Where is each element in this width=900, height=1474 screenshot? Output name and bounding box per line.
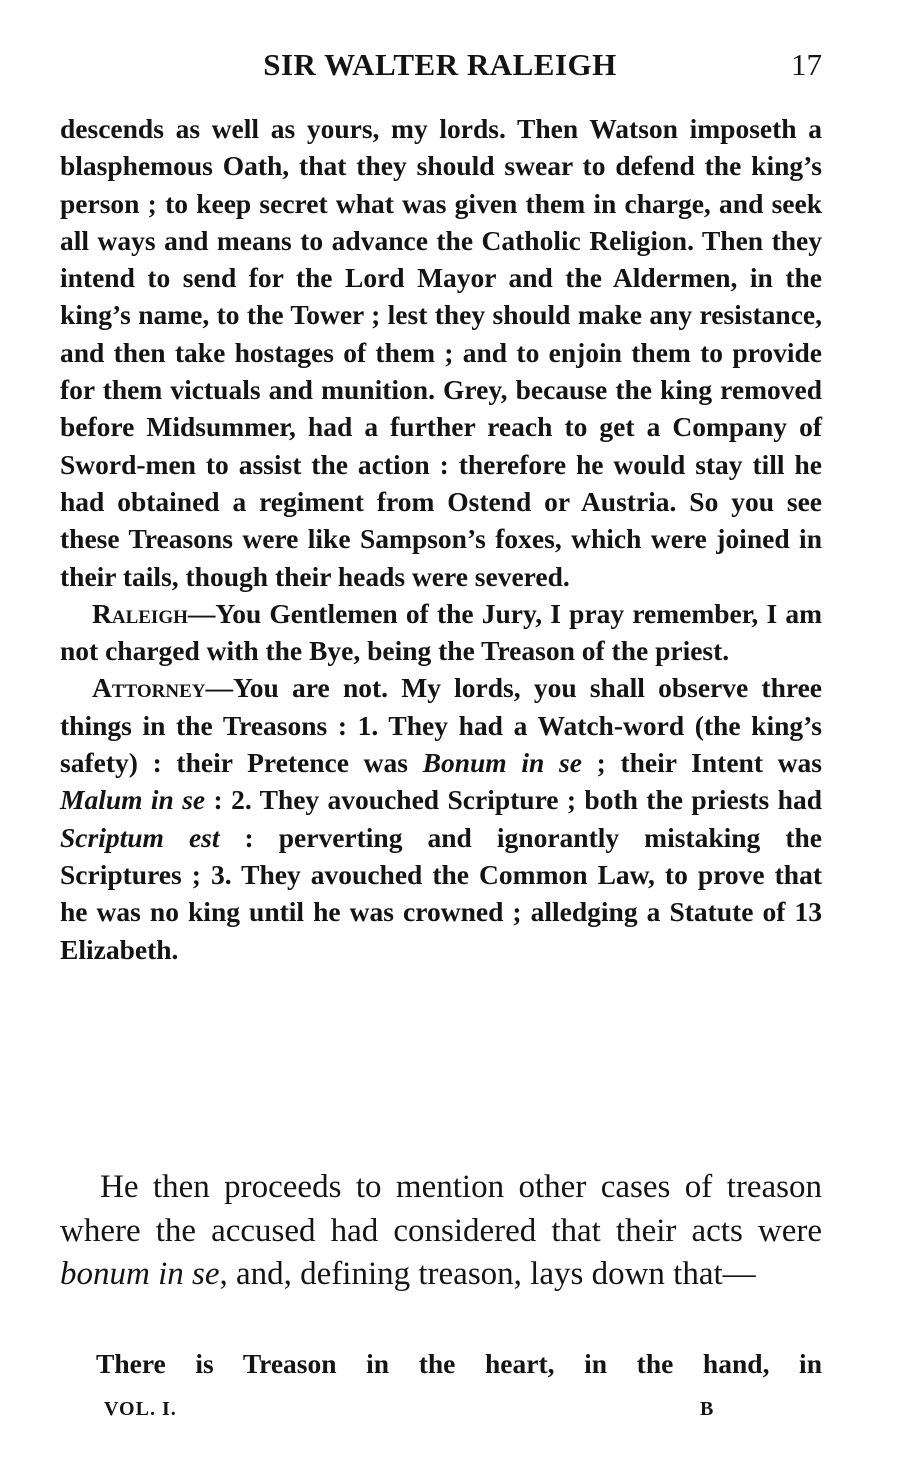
- speaker-attorney: Attorney: [92, 672, 206, 704]
- attorney-speech-part: : perverting and ignorantly mistaking the Scriptures ; 3. They avouched the Common Law, to prove that he was no king until he was crowned ; alledging a Statute of 13 Elizabeth.: [60, 821, 823, 965]
- page-number: 17: [791, 47, 822, 82]
- attorney-speech-part: ; their Intent was: [581, 747, 823, 779]
- latin-phrase: Malum in se: [60, 784, 206, 816]
- latin-phrase: Scriptum est: [60, 821, 220, 853]
- attorney-speech-part: : 2. They avouched Scripture ; both the priests had: [205, 784, 822, 816]
- trial-transcript: [60, 110, 822, 968]
- speaker-raleigh: Raleigh: [92, 597, 188, 629]
- running-head: [58, 44, 822, 86]
- attorney-speech-part: —You are not. My lords, you shall observe three things in the Treasons : 1. They had a Watch-word (the king’s safety) : their Pretence was: [60, 672, 822, 779]
- latin-phrase: Bonum in se: [422, 747, 582, 779]
- running-title: SIR WALTER RALEIGH: [263, 47, 617, 82]
- paragraph-attorney: [60, 669, 822, 967]
- signature-mark: B: [700, 1398, 715, 1420]
- commentary: [60, 1166, 822, 1297]
- paragraph-raleigh: [60, 595, 822, 670]
- commentary-paragraph: [60, 1166, 822, 1297]
- paragraph-prosecution: descends as well as yours, my lords. Then Watson imposeth a blasphemous Oath, that they should swear to defend the king’s person ; to keep secret what was given them in charge, and seek all ways and means to advance the Catholic Religion. Then they intend to send for the Lord Mayor and the Aldermen, in the king’s name, to the Tower ; lest they should make any resistance, and then take hostages of them ; and to enjoin them to provide for them victuals and munition. Grey, because the king removed before Midsummer, had a further reach to get a Company of Sword-men to assist the action : therefore he would stay till he had obtained a regiment from Ostend or Austria. So you see these Treasons were like Sampson’s foxes, which were joined in their tails, though their heads were severed.: [60, 113, 822, 592]
- quoted-passage-start: There is Treason in the heart, in the hand, in: [96, 1348, 822, 1379]
- raleigh-speech: —You Gentlemen of the Jury, I pray remember, I am not charged with the Bye, being the Treason of the priest.: [60, 597, 822, 667]
- commentary-part: , and, defining treason, lays down that—: [219, 1256, 756, 1292]
- commentary-part: He then proceeds to mention other cases of treason where the accused had considered that their acts were: [60, 1169, 822, 1249]
- latin-phrase: bonum in se: [60, 1256, 220, 1292]
- volume-signature: VOL. I.: [104, 1398, 177, 1420]
